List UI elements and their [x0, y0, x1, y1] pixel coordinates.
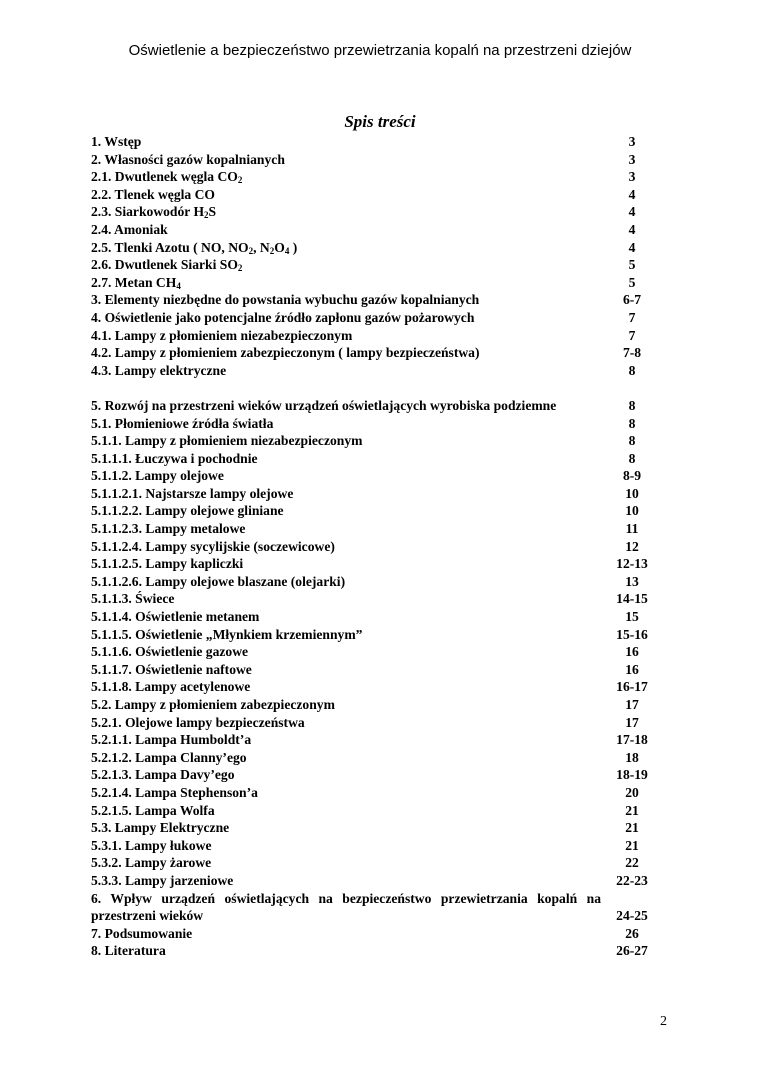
toc-entry-page: 3 — [628, 151, 636, 167]
toc-entry-page: 8 — [628, 415, 636, 431]
toc-entry — [91, 819, 663, 837]
toc-entry — [91, 186, 663, 204]
toc-entry-page: 12-13 — [616, 556, 648, 572]
toc-entry — [91, 678, 663, 696]
toc-entry-title: 2.7. Metan $CH_4$ — [91, 274, 181, 291]
toc-entry-page: 4 — [628, 186, 636, 202]
toc-entry-title: 4.2. Lampy z płomieniem zabezpieczonym ( lampy bezpieczeństwa) — [91, 345, 480, 361]
toc-entry — [91, 344, 663, 362]
toc-entry-title: 5.2.1.5. Lampa Wolfa — [91, 802, 215, 818]
toc-entry-page: 18-19 — [616, 767, 648, 783]
toc-entry-page: 8 — [628, 397, 636, 413]
toc-entry-page: 11 — [625, 521, 639, 537]
toc-entry — [91, 415, 663, 433]
toc-entry-title: 5.1.1.2.3. Lampy metalowe — [91, 521, 246, 537]
toc-entry-title: 5.1.1.2.4. Lampy sycylijskie (soczewicowe) — [91, 538, 335, 554]
toc-entry-page: 12 — [625, 538, 639, 554]
toc-entry — [91, 274, 663, 292]
toc-entry — [91, 133, 663, 151]
toc-title: Spis treści — [344, 112, 416, 131]
toc-entry-title: 5.1.1.2.6. Lampy olejowe blaszane (olejarki) — [91, 573, 346, 589]
toc-entry-page: 4 — [628, 204, 636, 220]
toc-entry-title: 5.1.1.4. Oświetlenie metanem — [91, 609, 260, 625]
toc-entry-title: 4.3. Lampy elektryczne — [91, 362, 227, 378]
toc-entry — [91, 379, 663, 414]
toc-entry-title: 6. Wpływ urządzeń oświetlających na bezpieczeństwo przewietrzania kopalń na przestrzeni wieków — [91, 890, 601, 924]
toc-entry-page: 8 — [628, 433, 636, 449]
toc-entry — [91, 309, 663, 327]
toc-entry-title: 5.1.1.2.2. Lampy olejowe gliniane — [91, 503, 284, 519]
toc-entry-page: 10 — [625, 503, 639, 519]
toc-entry — [91, 802, 663, 820]
toc-entry — [91, 467, 663, 485]
toc-entry-page: 13 — [625, 573, 639, 589]
page-number: 2 — [660, 1014, 667, 1029]
toc-entry — [91, 520, 663, 538]
toc-entry-title: 5.3.3. Lampy jarzeniowe — [91, 872, 234, 888]
toc-entry — [91, 203, 663, 221]
toc-entry — [91, 151, 663, 169]
toc-entry — [91, 925, 663, 943]
toc-entry-title: 5.1.1.1. Łuczywa i pochodnie — [91, 450, 258, 466]
toc-entry — [91, 854, 663, 872]
toc-entry-title: 5.2.1.3. Lampa Davy’ego — [91, 767, 235, 783]
toc-entry-title: 2.1. Dwutlenek węgla $CO_2$ — [91, 169, 243, 186]
toc-entry-page: 7 — [628, 327, 636, 343]
toc-entry-title: 8. Literatura — [91, 943, 166, 959]
toc-entry-title: 5. Rozwój na przestrzeni wieków urządzeń oświetlających wyrobiska podziemne — [91, 397, 557, 413]
toc-entry — [91, 256, 663, 274]
toc-entry — [91, 661, 663, 679]
toc-entry-title: 5.3.2. Lampy żarowe — [91, 855, 212, 871]
toc-entry-page: 15-16 — [616, 626, 648, 642]
toc-entry-title: 5.1.1.5. Oświetlenie „Młynkiem krzemiennym” — [91, 626, 363, 642]
toc-entry-title: 5.3. Lampy Elektryczne — [91, 820, 230, 836]
toc-entry-title: 4. Oświetlenie jako potencjalne źródło zapłonu gazów pożarowych — [91, 309, 475, 325]
toc-entry-page: 8 — [628, 450, 636, 466]
toc-entry-title: 5.2.1.2. Lampa Clanny’ego — [91, 749, 247, 765]
toc-entry-title: 5.2.1. Olejowe lampy bezpieczeństwa — [91, 714, 305, 730]
toc-entry-title: 3. Elementy niezbędne do powstania wybuchu gazów kopalnianych — [91, 292, 480, 308]
toc-entry-page: 21 — [625, 802, 639, 818]
toc-entry-title: 5.1. Płomieniowe źródła światła — [91, 415, 274, 431]
toc-entry — [91, 327, 663, 345]
toc-entry-page: 5 — [628, 257, 636, 273]
toc-entry-page: 16-17 — [616, 679, 648, 695]
toc-entry-page: 4 — [628, 221, 636, 237]
toc-entry — [91, 239, 663, 257]
toc-entry-title: 5.1.1. Lampy z płomieniem niezabezpieczonym — [91, 433, 363, 449]
table-of-contents — [91, 133, 663, 960]
toc-entry — [91, 291, 663, 309]
toc-entry-title: 2.4. Amoniak — [91, 221, 168, 237]
toc-entry-title: 5.2. Lampy z płomieniem zabezpieczonym — [91, 697, 335, 712]
toc-entry-title: 5.1.1.7. Oświetlenie naftowe — [91, 661, 252, 677]
toc-entry — [91, 696, 663, 714]
toc-entry — [91, 749, 663, 767]
toc-entry — [91, 450, 663, 468]
toc-entry-title: 5.1.1.3. Świece — [91, 591, 175, 607]
toc-entry — [91, 538, 663, 556]
toc-entry — [91, 502, 663, 520]
toc-entry — [91, 784, 663, 802]
toc-entry-title: 2.3. Siarkowodór $H_2S$ — [91, 204, 217, 221]
toc-entry — [91, 942, 663, 960]
toc-entry-page: 10 — [625, 485, 639, 501]
toc-entry-page: 3 — [628, 169, 636, 185]
toc-entry — [91, 573, 663, 591]
toc-entry-title: 1. Wstęp — [91, 134, 142, 149]
toc-entry-title: 5.1.1.2. Lampy olejowe — [91, 468, 224, 484]
toc-entry-title: 2. Własności gazów kopalnianych — [91, 151, 285, 167]
toc-entry-page: 4 — [628, 239, 636, 255]
toc-entry-title: 5.2.1.4. Lampa Stephenson’a — [91, 784, 258, 800]
toc-entry-title: 2.2. Tlenek węgla CO — [91, 186, 215, 202]
toc-entry — [91, 221, 663, 239]
toc-entry-page: 3 — [628, 134, 636, 149]
toc-entry — [91, 168, 663, 186]
toc-entry — [91, 608, 663, 626]
toc-entry — [91, 837, 663, 855]
toc-entry-title: 5.1.1.8. Lampy acetylenowe — [91, 679, 251, 695]
toc-entry-page: 21 — [625, 837, 639, 853]
toc-entry — [91, 590, 663, 608]
toc-entry-page: 24-25 — [616, 908, 648, 924]
toc-entry-page: 14-15 — [616, 591, 648, 607]
toc-entry-page: 22-23 — [616, 872, 648, 888]
toc-entry-title: 7. Podsumowanie — [91, 925, 193, 941]
toc-entry-page: 16 — [625, 644, 639, 660]
toc-entry — [91, 555, 663, 573]
toc-entry-page: 26-27 — [616, 943, 648, 959]
toc-entry — [91, 890, 663, 925]
toc-entry-page: 7 — [628, 309, 636, 325]
toc-entry-page: 6-7 — [622, 292, 642, 308]
toc-entry — [91, 643, 663, 661]
toc-entry — [91, 714, 663, 732]
toc-entry-page: 21 — [625, 820, 639, 836]
toc-entry-page: 16 — [625, 661, 639, 677]
toc-entry — [91, 485, 663, 503]
toc-entry-page: 18 — [625, 749, 639, 765]
toc-entry-title: 5.3.1. Lampy łukowe — [91, 837, 212, 853]
toc-entry-title: 5.2.1.1. Lampa Humboldt’a — [91, 732, 252, 748]
toc-entry-title: 5.1.1.2.1. Najstarsze lampy olejowe — [91, 485, 294, 501]
toc-entry — [91, 432, 663, 450]
toc-entry — [91, 731, 663, 749]
toc-entry-page: 20 — [625, 784, 639, 800]
toc-entry-title: 2.6. Dwutlenek Siarki $SO_2$ — [91, 257, 243, 274]
toc-entry-page: 22 — [625, 855, 639, 871]
toc-entry-page: 7-8 — [622, 345, 642, 361]
toc-entry-page: 17 — [625, 697, 639, 712]
toc-entry — [91, 766, 663, 784]
toc-entry-page: 8 — [628, 362, 636, 378]
toc-entry — [91, 362, 663, 380]
toc-entry-title: 4.1. Lampy z płomieniem niezabezpieczonym — [91, 327, 353, 343]
toc-entry-title: 5.1.1.2.5. Lampy kapliczki — [91, 556, 244, 572]
toc-entry-page: 5 — [628, 274, 636, 290]
toc-entry-title: 5.1.1.6. Oświetlenie gazowe — [91, 644, 249, 660]
toc-entry — [91, 872, 663, 890]
running-header: Oświetlenie a bezpieczeństwo przewietrzania kopalń na przestrzeni dziejów — [128, 42, 632, 59]
toc-entry-page: 15 — [625, 609, 639, 625]
toc-entry — [91, 626, 663, 644]
toc-entry-page: 8-9 — [622, 468, 642, 484]
toc-entry-title: 2.5. Tlenki Azotu ( NO, $NO_2$, $N_2O_4$ ) — [91, 239, 298, 256]
toc-entry-page: 17-18 — [616, 732, 648, 748]
toc-entry-page: 26 — [625, 925, 639, 941]
toc-entry-page: 17 — [625, 714, 639, 730]
